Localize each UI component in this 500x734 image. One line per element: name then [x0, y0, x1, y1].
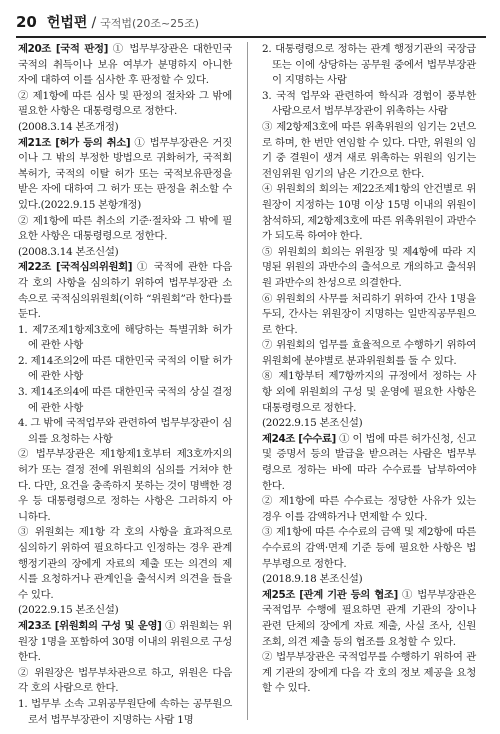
paragraph-text: 3. 제14조의4에 따른 대한민국 국적의 상실 결정에 관한 사항 [18, 386, 232, 414]
paragraph-text: ① 이 법에 따른 허가신청, 신고 및 증명서 등의 발급을 받으려는 사람은 법무부령으로 정하는 바에 따라 수수료를 납부하여야 한다. [262, 432, 477, 492]
paragraph-text: ① 위원회는 위원장 1명을 포함하여 30명 이내의 위원으로 구성한다. [18, 619, 232, 664]
section-title: 헌법편 [46, 15, 88, 31]
paragraph [18, 214, 232, 245]
article-paragraph [262, 588, 476, 650]
header-separator: / [91, 15, 97, 31]
paragraph-text: ⑦ 위원회의 업무를 효율적으로 수행하기 위하여 위원회에 분야별로 분과위원회를 둘 수 있다. [262, 339, 476, 367]
paragraph-text: 1. 법무부 소속 고위공무원단에 속하는 공무원으로서 법무부장관이 지명하는 사람 1명 [18, 697, 232, 726]
paragraph [262, 525, 476, 572]
paragraph-text: ② 제1항에 따른 취소의 기준·절차와 그 밖에 필요한 사항은 대통령령으로 정한다. [18, 214, 232, 243]
left-column [18, 42, 232, 728]
list-item [18, 323, 232, 354]
paragraph [18, 603, 232, 619]
paragraph-text: (2008.3.14 본조개정) [18, 120, 119, 133]
article-paragraph [18, 136, 232, 214]
list-item [262, 89, 476, 120]
article-title: 제25조 [관계 기관 등의 협조] [262, 588, 398, 601]
paragraph-text: 2. 제14조의2에 따른 대한민국 국적의 이탈 허가에 관한 사항 [18, 354, 232, 383]
paragraph-text: ④ 위원회의 회의는 제22조제1항의 안건별로 위원장이 지정하는 10명 이상 15명 이내의 위원이 참석하되, 제2항제3호에 따른 위촉위원이 과반수가 되도록 하여야 한다. [262, 183, 476, 243]
list-item [18, 385, 232, 416]
article-paragraph [18, 260, 232, 322]
paragraph-text: ② 제1항에 따른 심사 및 판정의 절차와 그 밖에 필요한 사항은 대통령령으로 정한다. [18, 89, 232, 118]
paragraph-text: ⑧ 제1항부터 제7항까지의 규정에서 정하는 사항 외에 위원회의 구성 및 운영에 필요한 사항은 대통령령으로 정한다. [262, 370, 476, 414]
paragraph-text: (2018.9.18 본조신설) [262, 573, 363, 586]
paragraph-text: ③ 제2항제3호에 따른 위촉위원의 임기는 2년으로 하며, 한 번만 연임할 수 있다. 다만, 위원의 임기 중 결원이 생겨 새로 위촉하는 위원의 임기는 전임위원 임기의 남은 기간으로 한다. [262, 120, 476, 180]
paragraph-text: 4. 그 밖에 국적업무와 관련하여 법무부장관이 심의를 요청하는 사항 [18, 417, 232, 445]
paragraph [18, 447, 232, 525]
paragraph-text: ③ 제1항에 따른 수수료의 금액 및 제2항에 따른 수수료의 감액·면제 기준 등에 필요한 사항은 법무부령으로 정한다. [262, 526, 476, 570]
list-item [18, 697, 232, 728]
column-divider [247, 42, 248, 720]
paragraph-text: 3. 국적 업무와 관련하여 학식과 경험이 풍부한 사람으로서 법무부장관이 위촉하는 사람 [262, 89, 476, 118]
paragraph [262, 650, 476, 697]
paragraph-text: ③ 위원회는 제1항 각 호의 사항을 효과적으로 심의하기 위하여 필요하다고 인정하는 경우 관계 행정기관의 장에게 자료의 제출 또는 의견의 제시를 요청하거나 관계인을 출석시켜 의견을 들을 수 있다. [18, 526, 232, 601]
article-paragraph [18, 42, 232, 89]
article-paragraph [262, 432, 476, 494]
list-item [18, 354, 232, 385]
paragraph [262, 416, 476, 432]
paragraph-text: (2022.9.15 본조신설) [18, 604, 119, 617]
paragraph [262, 338, 476, 369]
paragraph [262, 369, 476, 416]
paragraph [262, 292, 476, 339]
right-column [262, 42, 476, 697]
paragraph [18, 120, 232, 136]
paragraph-text: 2. 대통령령으로 정하는 관계 행정기관의 국장급 또는 이에 상당하는 공무원 중에서 법무부장관이 지명하는 사람 [262, 43, 476, 87]
paragraph-text: ① 법무부장관은 거짓이나 그 밖의 부정한 방법으로 귀화허가, 국적회복허가, 국적의 이탈 허가 또는 국적보유판정을 받은 자에 대하여 그 허가 또는 판정을 취소할 수 있다.(2022.9.15 본항개정) [18, 136, 232, 211]
page-header [16, 12, 486, 38]
article-title: 제24조 [수수료] [262, 432, 336, 445]
list-item [262, 42, 476, 89]
paragraph [262, 182, 476, 244]
paragraph-text: 1. 제7조제1항제3호에 해당하는 특별귀화 허가에 관한 사항 [18, 323, 232, 352]
paragraph-text: ① 국적에 관한 다음 각 호의 사항을 심의하기 위하여 법무부장관 소속으로 국적심의위원회(이하 “위원회”라 한다)를 둔다. [18, 261, 232, 321]
paragraph [262, 245, 476, 292]
header-subtitle: 국적법(20조~25조) [100, 17, 200, 30]
paragraph-text: (2008.3.14 본조신설) [18, 245, 119, 258]
paragraph-text: ① 법무부장관은 대한민국 국적의 취득이나 보유 여부가 분명하지 아니한 자에 대하여 이를 심사한 후 판정할 수 있다. [18, 43, 233, 87]
article-title: 제23조 [위원회의 구성 및 운영] [18, 619, 162, 632]
article-title: 제20조 [국적 판정] [18, 43, 109, 55]
article-title: 제22조 [국적심의위원회] [18, 261, 133, 274]
paragraph [262, 572, 476, 588]
paragraph [262, 494, 476, 525]
paragraph-text: ② 법무부장관은 제1항제1호부터 제3호까지의 허가 또는 결정 전에 위원회의 심의를 거쳐야 한다. 다만, 요건을 충족하지 못하는 것이 명백한 경우 등 대통령령으로 정하는 사항은 그러하지 아니하다. [18, 448, 232, 523]
paragraph [18, 89, 232, 120]
list-item [18, 416, 232, 447]
page-number: 20 [16, 13, 37, 31]
paragraph-text: ① 법무부장관은 국적업무 수행에 필요하면 관계 기관의 장이나 관련 단체의 장에게 자료 제출, 사실 조사, 신원 조회, 의견 제출 등의 협조를 요청할 수 있다. [262, 588, 476, 648]
paragraph-text: ⑤ 위원회의 회의는 위원장 및 제4항에 따라 지명된 위원의 과반수의 출석으로 개의하고 출석위원 과반수의 찬성으로 의결한다. [262, 245, 476, 289]
paragraph [18, 245, 232, 261]
paragraph-text: ⑥ 위원회의 사무를 처리하기 위하여 간사 1명을 두되, 간사는 위원장이 지명하는 일반직공무원으로 한다. [262, 292, 476, 336]
article-paragraph [18, 619, 232, 666]
paragraph-text: (2022.9.15 본조신설) [262, 417, 363, 430]
paragraph [18, 525, 232, 603]
paragraph-text: ② 위원장은 법무부차관으로 하고, 위원은 다음 각 호의 사람으로 한다. [18, 666, 232, 695]
paragraph-text: ② 제1항에 따른 수수료는 정당한 사유가 있는 경우 이를 감액하거나 면제할 수 있다. [262, 495, 476, 523]
paragraph [18, 666, 232, 697]
article-title: 제21조 [허가 등의 취소] [18, 136, 131, 149]
paragraph-text: ② 법무부장관은 국적업무를 수행하기 위하여 관계 기관의 장에게 다음 각 호의 정보 제공을 요청할 수 있다. [262, 651, 476, 695]
paragraph [262, 120, 476, 182]
